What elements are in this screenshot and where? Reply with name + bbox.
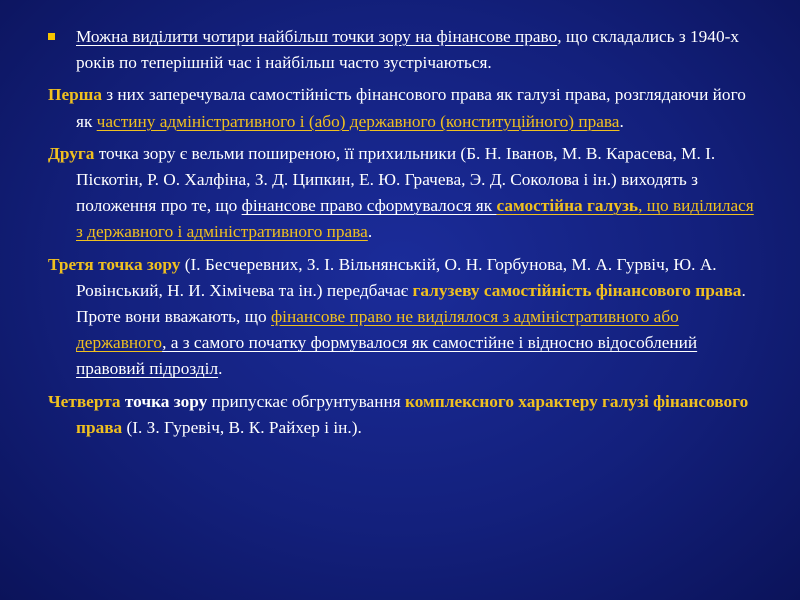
fourth-view-lead-2: точка зору	[120, 391, 208, 411]
third-view-lead: Третя точка зору	[48, 254, 181, 274]
second-view-highlight: самостійна галузь	[496, 196, 639, 216]
first-view-end: .	[619, 111, 624, 131]
paragraph-first-view	[48, 82, 760, 134]
fourth-view-text: припускає обгрунтування	[207, 391, 405, 411]
square-bullet-icon	[48, 33, 55, 40]
third-view-end: .	[218, 359, 223, 379]
second-view-end: .	[367, 222, 373, 242]
first-view-link[interactable]: частину адміністративного і (або) державного (конституційного) права	[96, 111, 620, 131]
third-view-text: (І. Бесчеревних, З. І. Вільнянській, О. Н. Горбунова, М. А. Гурвіч, Ю. А. Ровінський, Н. И. Хімічева та ін.) передбачає	[76, 254, 717, 300]
third-view-underlined: , а з самого початку формувалося як самостійне і відносно відособлений правовий підрозділ	[76, 333, 698, 379]
intro-text: , що складались з 1940-х років по теперішній час і найбільш часто зустрічаються.	[76, 27, 739, 73]
paragraph-fourth-view	[48, 389, 760, 441]
paragraph-second-view	[48, 141, 760, 246]
first-view-text: з них заперечувала самостійність фінансового права як галузі права, розглядаючи його як	[76, 85, 746, 131]
fourth-view-text-2: (І. З. Гуревіч, В. К. Райхер і ін.).	[122, 417, 362, 437]
paragraph-intro	[48, 24, 760, 76]
first-view-lead: Перша	[48, 85, 102, 105]
third-view-highlight: галузеву самостійність фінансового права	[412, 280, 742, 300]
fourth-view-highlight: комплексного характеру галузі фінансового права	[76, 391, 749, 437]
second-view-underlined: фінансове право сформувалося як	[241, 196, 497, 216]
intro-underlined-text: Можна виділити чотири найбільш точки зору на фінансове право	[76, 27, 558, 46]
second-view-text: точка зору є вельми поширеною, її прихильники (Б. Н. Іванов, М. В. Карасева, М. І. Піскотін, Р. О. Халфіна, З. Д. Ципкин, Е. Ю. Грачева, Э. Д. Соколова і ін.) виходять з положення про те, що	[76, 143, 716, 216]
fourth-view-lead: Четверта	[48, 391, 121, 411]
second-view-lead: Друга	[48, 143, 95, 163]
paragraph-third-view	[48, 252, 760, 383]
third-view-link[interactable]: фінансове право не виділялося з адміністративного або державного	[76, 307, 679, 353]
third-view-text-2: . Проте вони вважають, що	[76, 280, 746, 327]
second-view-link[interactable]: , що виділилася з державного і адміністративного права	[76, 196, 754, 242]
